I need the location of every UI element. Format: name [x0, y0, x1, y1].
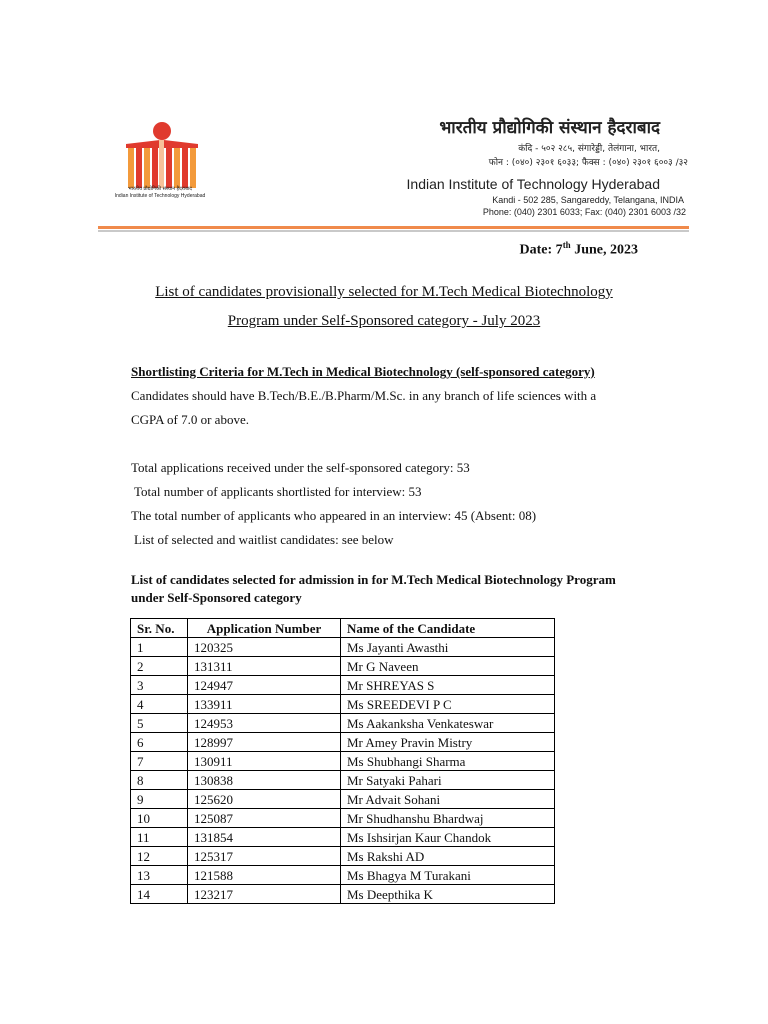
institute-phone-hindi: फोन : (०४०) २३०१ ६०३३; फैक्स : (०४०) २३०१ ६००३ /३२ [488, 158, 688, 168]
cell-candidate-name: Ms Shubhangi Sharma [341, 752, 555, 771]
cell-application-number: 128997 [188, 733, 341, 752]
cell-sr-no: 13 [131, 866, 188, 885]
table-row [131, 695, 555, 714]
cell-candidate-name: Mr G Naveen [341, 657, 555, 676]
table-row [131, 866, 555, 885]
document-date [520, 240, 638, 259]
cell-candidate-name: Ms Bhagya M Turakani [341, 866, 555, 885]
letterhead-rule-grey [98, 230, 689, 232]
stat-list-note: List of selected and waitlist candidates: see below [134, 532, 394, 547]
table-row [131, 771, 555, 790]
document-title-line2: Program under Self-Sponsored category - July 2023 [227, 313, 541, 329]
institute-name-english: Indian Institute of Technology Hyderabad [406, 176, 660, 192]
table-row [131, 790, 555, 809]
table-row [131, 657, 555, 676]
selection-heading [131, 571, 616, 607]
cell-application-number: 120325 [188, 638, 341, 657]
cell-application-number: 131311 [188, 657, 341, 676]
institute-address-hindi: कंदि - ५०२ २८५, संगारेड्डी, तेलंगाना, भारत, [518, 144, 660, 154]
table-row [131, 885, 555, 904]
cell-candidate-name: Ms Deepthika K [341, 885, 555, 904]
cell-application-number: 133911 [188, 695, 341, 714]
table-row [131, 733, 555, 752]
cell-candidate-name: Mr Satyaki Pahari [341, 771, 555, 790]
column-header-sr-no: Sr. No. [131, 619, 188, 638]
cell-application-number: 121588 [188, 866, 341, 885]
cell-sr-no: 14 [131, 885, 188, 904]
cell-sr-no: 4 [131, 695, 188, 714]
selected-candidates-table [130, 618, 555, 904]
cell-sr-no: 10 [131, 809, 188, 828]
document-title-line1: List of candidates provisionally selected for M.Tech Medical Biotechnology [155, 284, 613, 300]
stat-shortlisted: Total number of applicants shortlisted for interview: 53 [134, 484, 422, 499]
logo-caption-english: Indian Institute of Technology Hyderabad [114, 193, 206, 199]
cell-application-number: 125317 [188, 847, 341, 866]
cell-application-number: 124947 [188, 676, 341, 695]
date-ordinal: th [562, 240, 571, 250]
cell-application-number: 123217 [188, 885, 341, 904]
selection-heading-line2: under Self-Sponsored category [131, 590, 302, 605]
table-row [131, 676, 555, 695]
column-header-application-number: Application Number [188, 619, 341, 638]
cell-candidate-name: Ms Rakshi AD [341, 847, 555, 866]
institute-address-english: Kandi - 502 285, Sangareddy, Telangana, INDIA [492, 195, 684, 205]
institute-name-hindi: भारतीय प्रौद्योगिकी संस्थान हैदराबाद [439, 118, 660, 138]
logo-caption [100, 186, 220, 200]
cell-candidate-name: Mr Shudhanshu Bhardwaj [341, 809, 555, 828]
cell-candidate-name: Mr SHREYAS S [341, 676, 555, 695]
cell-sr-no: 6 [131, 733, 188, 752]
cell-application-number: 130911 [188, 752, 341, 771]
cell-sr-no: 8 [131, 771, 188, 790]
cell-candidate-name: Ms Ishsirjan Kaur Chandok [341, 828, 555, 847]
cell-sr-no: 2 [131, 657, 188, 676]
table-row [131, 638, 555, 657]
stat-appeared: The total number of applicants who appeared in an interview: 45 (Absent: 08) [131, 508, 537, 523]
cell-sr-no: 1 [131, 638, 188, 657]
cell-candidate-name: Mr Advait Sohani [341, 790, 555, 809]
cell-sr-no: 11 [131, 828, 188, 847]
letterhead-rule-orange [98, 226, 689, 229]
criteria-line2: CGPA of 7.0 or above. [131, 412, 249, 427]
cell-sr-no: 5 [131, 714, 188, 733]
table-row [131, 809, 555, 828]
cell-sr-no: 9 [131, 790, 188, 809]
cell-sr-no: 12 [131, 847, 188, 866]
cell-application-number: 124953 [188, 714, 341, 733]
cell-application-number: 125087 [188, 809, 341, 828]
cell-application-number: 130838 [188, 771, 341, 790]
date-prefix: Date: 7 [519, 242, 563, 258]
table-header-row [131, 619, 555, 638]
cell-sr-no: 7 [131, 752, 188, 771]
cell-sr-no: 3 [131, 676, 188, 695]
logo-caption-hindi: भारतीय प्रौद्योगिकी संस्थान हैदराबाद [128, 186, 192, 192]
column-header-candidate-name: Name of the Candidate [341, 619, 555, 638]
stat-total-applications: Total applications received under the self-sponsored category: 53 [131, 460, 470, 475]
cell-candidate-name: Mr Amey Pravin Mistry [341, 733, 555, 752]
cell-application-number: 131854 [188, 828, 341, 847]
selection-heading-line1: List of candidates selected for admission in for M.Tech Medical Biotechnology Program [131, 572, 616, 587]
criteria-heading: Shortlisting Criteria for M.Tech in Medical Biotechnology (self-sponsored category) [131, 364, 595, 379]
cell-candidate-name: Ms SREEDEVI P C [341, 695, 555, 714]
cell-candidate-name: Ms Jayanti Awasthi [341, 638, 555, 657]
table-row [131, 847, 555, 866]
table-row [131, 752, 555, 771]
cell-application-number: 125620 [188, 790, 341, 809]
table-row [131, 828, 555, 847]
table-row [131, 714, 555, 733]
criteria-line1: Candidates should have B.Tech/B.E./B.Pharm/M.Sc. in any branch of life sciences with a [131, 388, 597, 403]
cell-candidate-name: Ms Aakanksha Venkateswar [341, 714, 555, 733]
date-rest: June, 2023 [570, 242, 638, 258]
institute-phone-english: Phone: (040) 2301 6033; Fax: (040) 2301 6003 /32 [482, 207, 686, 217]
